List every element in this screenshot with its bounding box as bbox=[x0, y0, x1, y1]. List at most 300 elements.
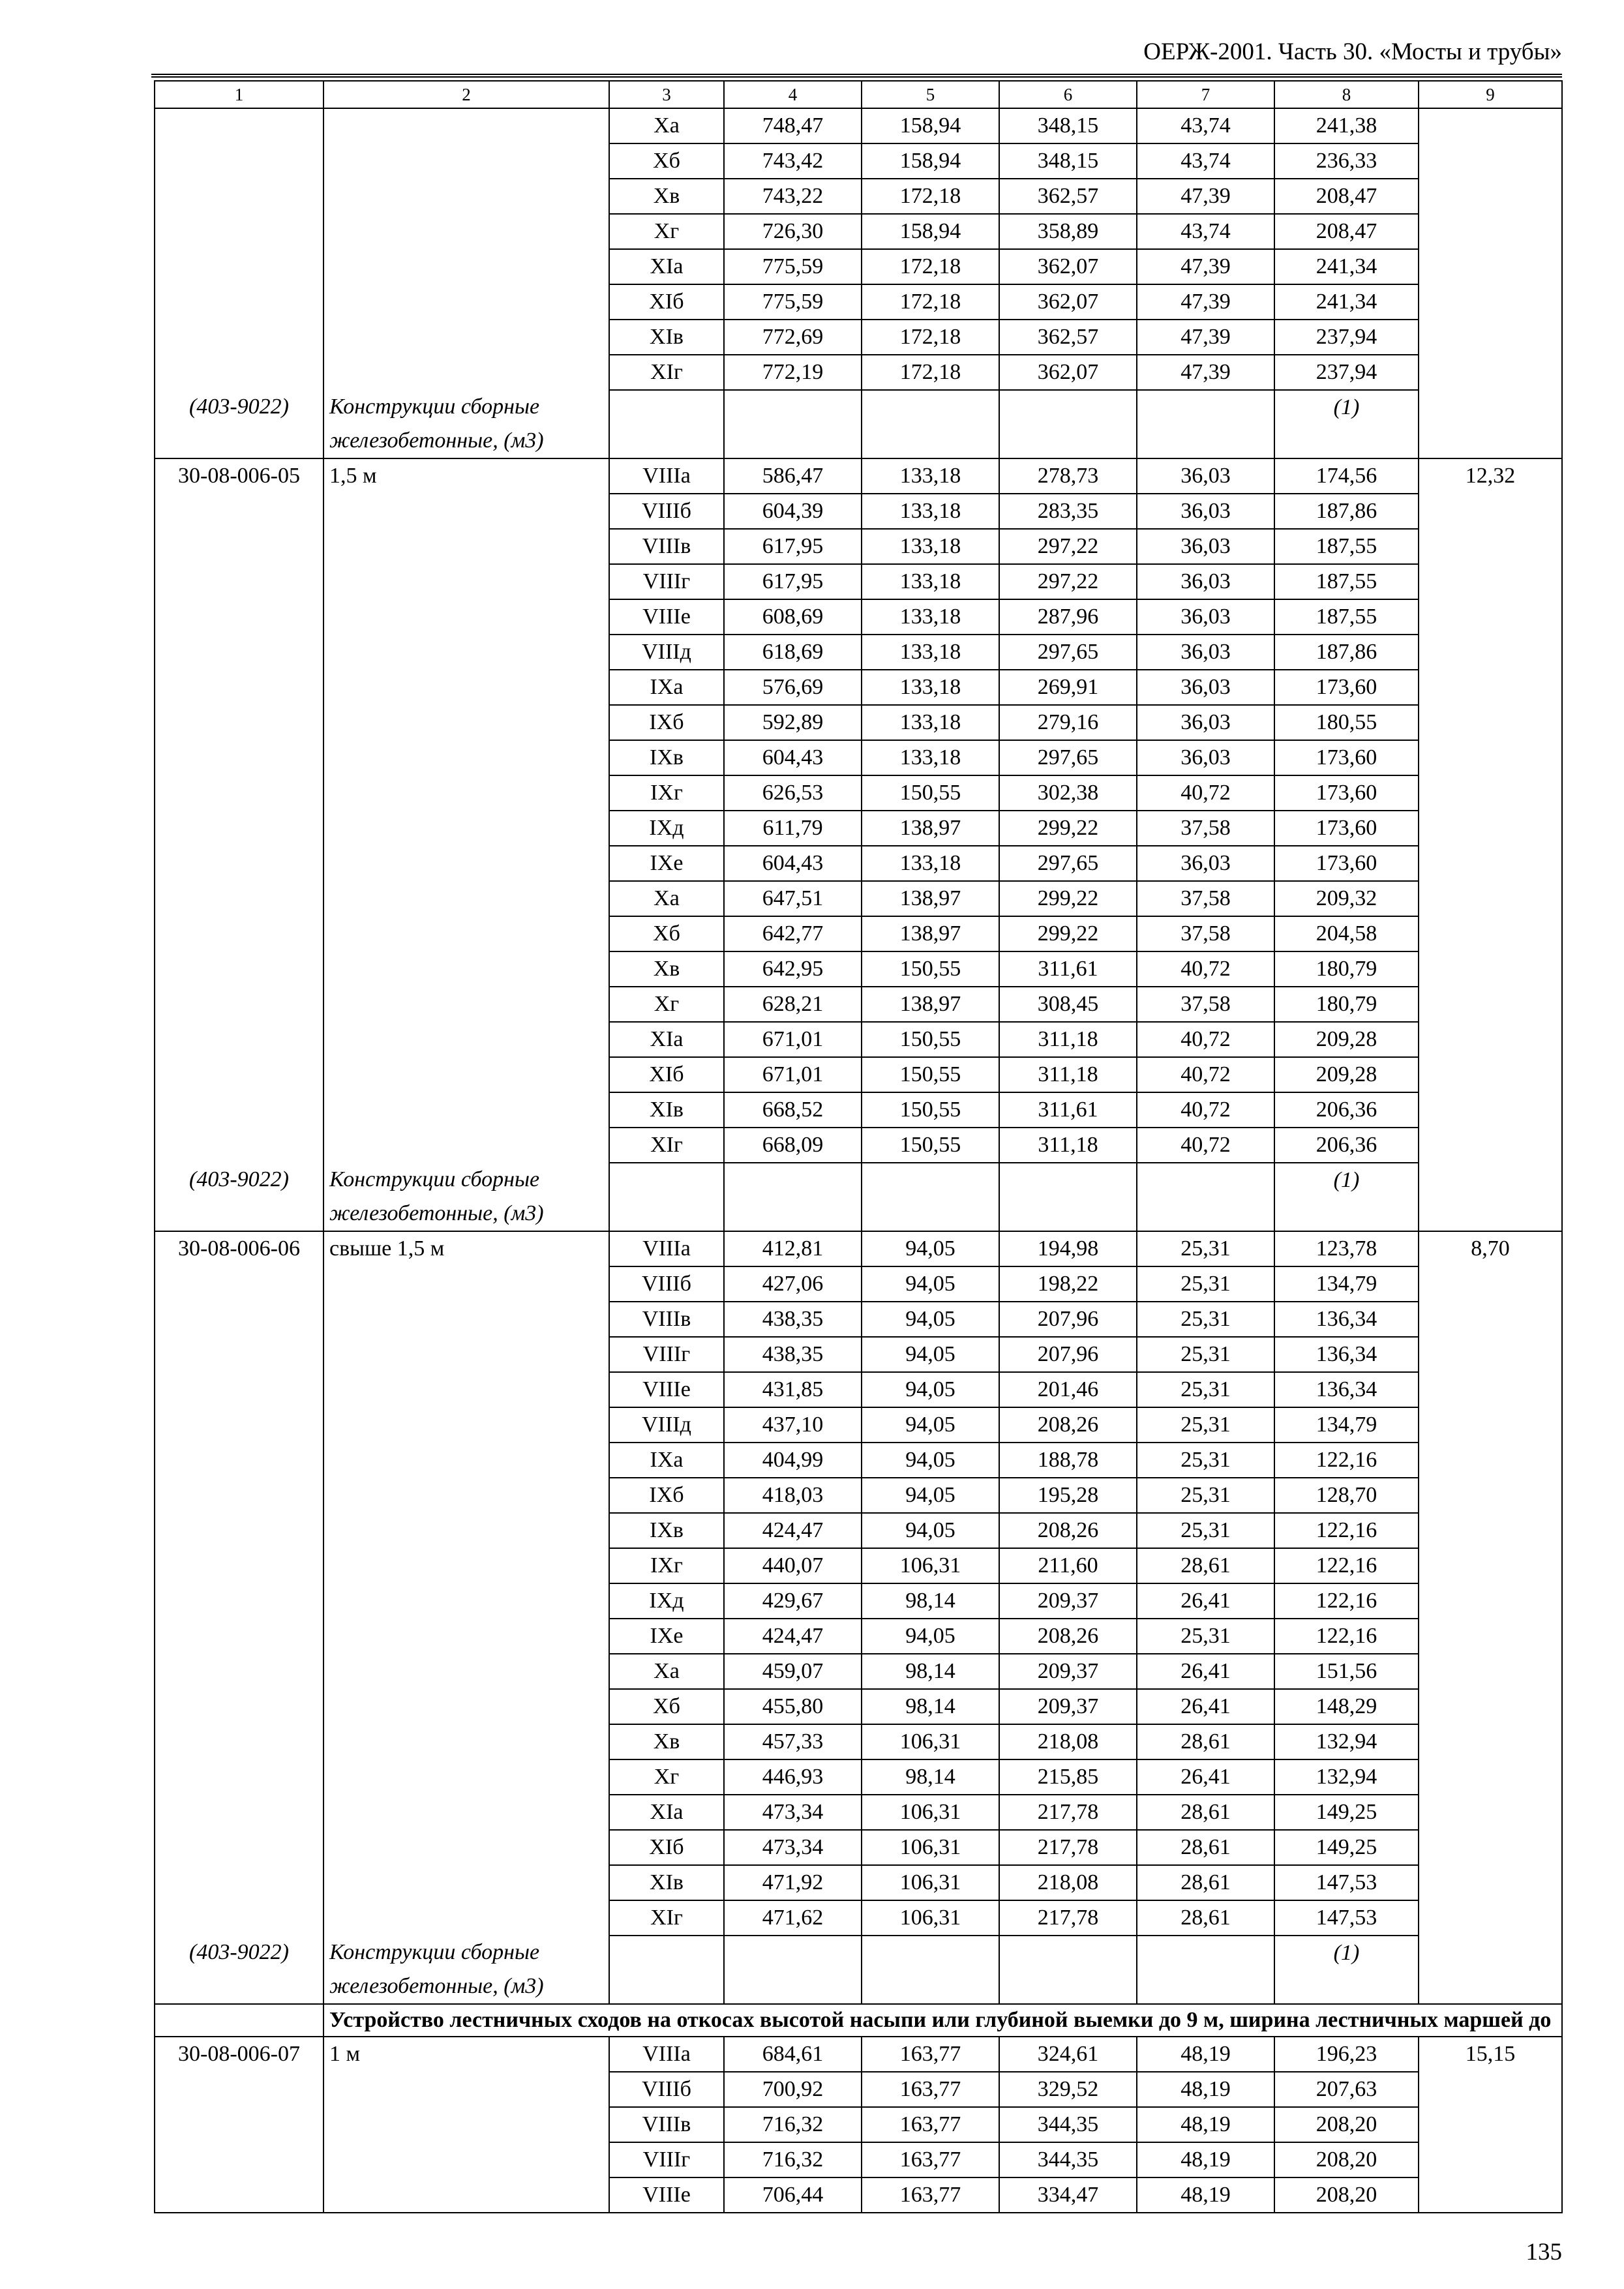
table-cell: 743,22 bbox=[724, 179, 862, 214]
col9-value bbox=[1419, 1443, 1562, 1478]
rate-code bbox=[155, 1022, 323, 1057]
rate-code bbox=[155, 1128, 323, 1163]
table-cell: 287,96 bbox=[999, 599, 1137, 635]
rate-code bbox=[155, 705, 323, 740]
table-cell: 706,44 bbox=[724, 2177, 862, 2213]
column-number: 6 bbox=[999, 81, 1137, 108]
empty-cell bbox=[1137, 390, 1274, 458]
table-row bbox=[155, 564, 1562, 599]
work-name bbox=[323, 2177, 609, 2213]
table-cell: 195,28 bbox=[999, 1478, 1137, 1513]
work-name bbox=[323, 1266, 609, 1302]
table-cell: 187,55 bbox=[1274, 564, 1419, 599]
table-cell: 25,31 bbox=[1137, 1478, 1274, 1513]
table-cell: 147,53 bbox=[1274, 1865, 1419, 1900]
table-cell: 106,31 bbox=[862, 1830, 999, 1865]
table-cell: 133,18 bbox=[862, 846, 999, 881]
work-name bbox=[323, 1407, 609, 1443]
table-cell: 43,74 bbox=[1137, 214, 1274, 249]
rate-code bbox=[155, 2107, 323, 2142]
work-name bbox=[323, 881, 609, 916]
col9-value bbox=[1419, 1092, 1562, 1128]
col9-value bbox=[1419, 635, 1562, 670]
table-cell: 40,72 bbox=[1137, 1128, 1274, 1163]
table-cell: 611,79 bbox=[724, 811, 862, 846]
table-cell: 122,16 bbox=[1274, 1619, 1419, 1654]
column-number: 4 bbox=[724, 81, 862, 108]
table-cell: 618,69 bbox=[724, 635, 862, 670]
table-cell: 48,19 bbox=[1137, 2107, 1274, 2142]
rate-code bbox=[155, 599, 323, 635]
table-cell: 25,31 bbox=[1137, 1513, 1274, 1548]
table-cell: Xг bbox=[609, 1759, 724, 1795]
table-cell: 132,94 bbox=[1274, 1724, 1419, 1759]
table-cell: 149,25 bbox=[1274, 1795, 1419, 1830]
table-cell: 237,94 bbox=[1274, 320, 1419, 355]
work-name bbox=[323, 1830, 609, 1865]
table-cell: 94,05 bbox=[862, 1407, 999, 1443]
table-cell: 28,61 bbox=[1137, 1865, 1274, 1900]
column-number: 1 bbox=[155, 81, 323, 108]
column-number: 5 bbox=[862, 81, 999, 108]
table-cell: XIв bbox=[609, 1092, 724, 1128]
empty-cell bbox=[724, 1936, 862, 2004]
col9-value bbox=[1419, 775, 1562, 811]
table-cell: 311,18 bbox=[999, 1057, 1137, 1092]
table-cell: 576,69 bbox=[724, 670, 862, 705]
table-cell: 209,37 bbox=[999, 1689, 1137, 1724]
table-cell: 134,79 bbox=[1274, 1266, 1419, 1302]
work-name bbox=[323, 846, 609, 881]
table-cell: XIв bbox=[609, 1865, 724, 1900]
work-name bbox=[323, 249, 609, 284]
table-cell: 158,94 bbox=[862, 214, 999, 249]
rate-code bbox=[155, 1407, 323, 1443]
table-cell: Xа bbox=[609, 108, 724, 143]
table-cell: 163,77 bbox=[862, 2037, 999, 2072]
material-name: Конструкции сборные железобетонные, (м3) bbox=[323, 1163, 609, 1231]
table-cell: 106,31 bbox=[862, 1724, 999, 1759]
table-cell: 47,39 bbox=[1137, 249, 1274, 284]
col9-value bbox=[1419, 249, 1562, 284]
table-cell: 201,46 bbox=[999, 1372, 1137, 1407]
table-cell: 209,32 bbox=[1274, 881, 1419, 916]
work-name bbox=[323, 214, 609, 249]
table-cell: 207,96 bbox=[999, 1337, 1137, 1372]
work-name bbox=[323, 143, 609, 179]
table-row bbox=[155, 811, 1562, 846]
table-cell: 208,26 bbox=[999, 1619, 1137, 1654]
rate-code bbox=[155, 2177, 323, 2213]
table-cell: 437,10 bbox=[724, 1407, 862, 1443]
table-cell: Xв bbox=[609, 951, 724, 987]
work-name bbox=[323, 284, 609, 320]
col9-value bbox=[1419, 987, 1562, 1022]
col9-value bbox=[1419, 529, 1562, 564]
table-cell: 209,37 bbox=[999, 1583, 1137, 1619]
material-name: Конструкции сборные железобетонные, (м3) bbox=[323, 1936, 609, 2004]
table-cell: 299,22 bbox=[999, 916, 1137, 951]
work-name: 1,5 м bbox=[323, 458, 609, 494]
table-cell: 358,89 bbox=[999, 214, 1137, 249]
table-cell: VIIIв bbox=[609, 2107, 724, 2142]
table-row bbox=[155, 846, 1562, 881]
work-name bbox=[323, 1478, 609, 1513]
table-cell: 26,41 bbox=[1137, 1583, 1274, 1619]
table-cell: 628,21 bbox=[724, 987, 862, 1022]
col9-value bbox=[1419, 143, 1562, 179]
table-cell: 279,16 bbox=[999, 705, 1137, 740]
table-cell: 208,47 bbox=[1274, 214, 1419, 249]
table-cell: 418,03 bbox=[724, 1478, 862, 1513]
work-name bbox=[323, 355, 609, 390]
section-heading: Устройство лестничных сходов на откосах высотой насыпи или глубиной выемки до 9 м, ширина лестничных маршей до bbox=[323, 2004, 1562, 2037]
table-cell: 604,43 bbox=[724, 740, 862, 775]
table-row bbox=[155, 951, 1562, 987]
table-cell: 25,31 bbox=[1137, 1231, 1274, 1266]
table-cell: VIIIв bbox=[609, 529, 724, 564]
work-name bbox=[323, 1865, 609, 1900]
col9-value bbox=[1419, 2142, 1562, 2177]
rate-code bbox=[155, 1266, 323, 1302]
table-cell: 743,42 bbox=[724, 143, 862, 179]
work-name bbox=[323, 179, 609, 214]
rate-code bbox=[155, 1689, 323, 1724]
table-cell: Xб bbox=[609, 143, 724, 179]
table-row bbox=[155, 1654, 1562, 1689]
table-cell: 217,78 bbox=[999, 1900, 1137, 1936]
rate-code bbox=[155, 1302, 323, 1337]
rate-code bbox=[155, 1092, 323, 1128]
work-name bbox=[323, 1092, 609, 1128]
table-cell: XIа bbox=[609, 1795, 724, 1830]
col9-value bbox=[1419, 564, 1562, 599]
rates-table-body bbox=[155, 81, 1562, 2213]
table-cell: 133,18 bbox=[862, 635, 999, 670]
table-cell: 173,60 bbox=[1274, 775, 1419, 811]
table-cell: 150,55 bbox=[862, 951, 999, 987]
table-row bbox=[155, 1266, 1562, 1302]
table-cell: 40,72 bbox=[1137, 1022, 1274, 1057]
rate-code: 30-08-006-06 bbox=[155, 1231, 323, 1266]
table-cell: VIIIв bbox=[609, 1302, 724, 1337]
work-name bbox=[323, 320, 609, 355]
table-cell: 28,61 bbox=[1137, 1548, 1274, 1583]
table-row bbox=[155, 1900, 1562, 1936]
table-row bbox=[155, 320, 1562, 355]
table-cell: 173,60 bbox=[1274, 811, 1419, 846]
work-name bbox=[323, 1022, 609, 1057]
table-cell: 194,98 bbox=[999, 1231, 1137, 1266]
table-cell: VIIIе bbox=[609, 1372, 724, 1407]
table-cell: 362,07 bbox=[999, 284, 1137, 320]
table-cell: 147,53 bbox=[1274, 1900, 1419, 1936]
col9-value bbox=[1419, 670, 1562, 705]
table-cell: 457,33 bbox=[724, 1724, 862, 1759]
table-cell: 218,08 bbox=[999, 1724, 1137, 1759]
table-cell: 94,05 bbox=[862, 1266, 999, 1302]
table-cell: 297,65 bbox=[999, 846, 1137, 881]
table-cell: 207,96 bbox=[999, 1302, 1137, 1337]
table-row bbox=[155, 1830, 1562, 1865]
col9-value bbox=[1419, 108, 1562, 143]
table-cell: 671,01 bbox=[724, 1057, 862, 1092]
table-cell: 150,55 bbox=[862, 1128, 999, 1163]
table-cell: 158,94 bbox=[862, 143, 999, 179]
rate-code bbox=[155, 775, 323, 811]
table-cell: 206,36 bbox=[1274, 1092, 1419, 1128]
rate-code bbox=[155, 143, 323, 179]
table-cell: 150,55 bbox=[862, 1092, 999, 1128]
material-code: (403-9022) bbox=[155, 390, 323, 458]
table-cell: 180,79 bbox=[1274, 987, 1419, 1022]
work-name bbox=[323, 564, 609, 599]
col9-value bbox=[1419, 284, 1562, 320]
table-cell: IXа bbox=[609, 1443, 724, 1478]
material-row bbox=[155, 390, 1562, 458]
empty-cell bbox=[155, 2004, 323, 2037]
table-row bbox=[155, 1478, 1562, 1513]
table-cell: Xб bbox=[609, 1689, 724, 1724]
table-cell: 218,08 bbox=[999, 1865, 1137, 1900]
empty-cell bbox=[1137, 1163, 1274, 1231]
rate-code bbox=[155, 108, 323, 143]
table-cell: 173,60 bbox=[1274, 740, 1419, 775]
table-cell: 148,29 bbox=[1274, 1689, 1419, 1724]
table-cell: VIIIб bbox=[609, 1266, 724, 1302]
work-name bbox=[323, 1128, 609, 1163]
table-cell: 94,05 bbox=[862, 1619, 999, 1654]
table-cell: 40,72 bbox=[1137, 1092, 1274, 1128]
table-cell: 209,28 bbox=[1274, 1022, 1419, 1057]
table-row bbox=[155, 599, 1562, 635]
table-cell: XIб bbox=[609, 1830, 724, 1865]
col9-value bbox=[1419, 1619, 1562, 1654]
work-name bbox=[323, 811, 609, 846]
col9-value bbox=[1419, 1302, 1562, 1337]
table-cell: 334,47 bbox=[999, 2177, 1137, 2213]
table-cell: 642,95 bbox=[724, 951, 862, 987]
work-name bbox=[323, 1583, 609, 1619]
table-row bbox=[155, 1583, 1562, 1619]
table-cell: 716,32 bbox=[724, 2142, 862, 2177]
rate-code bbox=[155, 1830, 323, 1865]
table-cell: 40,72 bbox=[1137, 1057, 1274, 1092]
table-cell: 138,97 bbox=[862, 987, 999, 1022]
table-cell: 172,18 bbox=[862, 249, 999, 284]
table-row bbox=[155, 1407, 1562, 1443]
table-cell: XIг bbox=[609, 1900, 724, 1936]
table-cell: 98,14 bbox=[862, 1759, 999, 1795]
table-cell: 25,31 bbox=[1137, 1619, 1274, 1654]
work-name bbox=[323, 1337, 609, 1372]
table-cell: 671,01 bbox=[724, 1022, 862, 1057]
table-cell: Xв bbox=[609, 179, 724, 214]
table-cell: 28,61 bbox=[1137, 1795, 1274, 1830]
table-cell: 429,67 bbox=[724, 1583, 862, 1619]
table-cell: 98,14 bbox=[862, 1689, 999, 1724]
col9-value bbox=[1419, 951, 1562, 987]
table-cell: 188,78 bbox=[999, 1443, 1137, 1478]
table-row bbox=[155, 1337, 1562, 1372]
table-cell: 28,61 bbox=[1137, 1900, 1274, 1936]
work-name bbox=[323, 670, 609, 705]
table-cell: 208,20 bbox=[1274, 2107, 1419, 2142]
table-row bbox=[155, 249, 1562, 284]
work-name bbox=[323, 494, 609, 529]
work-name bbox=[323, 916, 609, 951]
work-name bbox=[323, 1443, 609, 1478]
table-cell: 94,05 bbox=[862, 1337, 999, 1372]
rate-code bbox=[155, 355, 323, 390]
table-cell: 163,77 bbox=[862, 2177, 999, 2213]
table-row bbox=[155, 2072, 1562, 2107]
empty-cell bbox=[999, 1163, 1137, 1231]
material-row bbox=[155, 1163, 1562, 1231]
table-cell: 241,34 bbox=[1274, 284, 1419, 320]
table-cell: 217,78 bbox=[999, 1830, 1137, 1865]
table-cell: 94,05 bbox=[862, 1513, 999, 1548]
table-cell: IXе bbox=[609, 1619, 724, 1654]
table-row bbox=[155, 1372, 1562, 1407]
table-cell: 424,47 bbox=[724, 1513, 862, 1548]
table-cell: 215,85 bbox=[999, 1759, 1137, 1795]
col9-value bbox=[1419, 1266, 1562, 1302]
table-cell: 299,22 bbox=[999, 811, 1137, 846]
table-row bbox=[155, 284, 1562, 320]
table-cell: 187,86 bbox=[1274, 635, 1419, 670]
work-name bbox=[323, 775, 609, 811]
rate-code bbox=[155, 1795, 323, 1830]
table-cell: 43,74 bbox=[1137, 143, 1274, 179]
table-cell: 151,56 bbox=[1274, 1654, 1419, 1689]
table-row bbox=[155, 2142, 1562, 2177]
table-cell: 48,19 bbox=[1137, 2037, 1274, 2072]
table-cell: 172,18 bbox=[862, 179, 999, 214]
table-cell: 311,61 bbox=[999, 951, 1137, 987]
table-row bbox=[155, 494, 1562, 529]
col9-value bbox=[1419, 1724, 1562, 1759]
table-row bbox=[155, 881, 1562, 916]
col9-value bbox=[1419, 881, 1562, 916]
table-cell: 94,05 bbox=[862, 1302, 999, 1337]
table-row bbox=[155, 740, 1562, 775]
material-count: (1) bbox=[1274, 390, 1419, 458]
rate-code bbox=[155, 670, 323, 705]
table-cell: 668,52 bbox=[724, 1092, 862, 1128]
table-cell: 198,22 bbox=[999, 1266, 1137, 1302]
col9-value bbox=[1419, 1022, 1562, 1057]
table-cell: 455,80 bbox=[724, 1689, 862, 1724]
table-cell: 36,03 bbox=[1137, 599, 1274, 635]
rate-code bbox=[155, 1619, 323, 1654]
table-cell: IXд bbox=[609, 1583, 724, 1619]
table-cell: 94,05 bbox=[862, 1372, 999, 1407]
rate-code bbox=[155, 1372, 323, 1407]
table-cell: 94,05 bbox=[862, 1443, 999, 1478]
empty-cell bbox=[1419, 1936, 1562, 2004]
work-name bbox=[323, 599, 609, 635]
table-cell: 208,26 bbox=[999, 1407, 1137, 1443]
table-row bbox=[155, 1443, 1562, 1478]
rate-code: 30-08-006-05 bbox=[155, 458, 323, 494]
table-cell: 128,70 bbox=[1274, 1478, 1419, 1513]
table-cell: 278,73 bbox=[999, 458, 1137, 494]
table-cell: 311,61 bbox=[999, 1092, 1137, 1128]
rate-code bbox=[155, 1583, 323, 1619]
table-cell: 133,18 bbox=[862, 740, 999, 775]
col9-value: 12,32 bbox=[1419, 458, 1562, 494]
table-cell: VIIIг bbox=[609, 2142, 724, 2177]
rate-code bbox=[155, 951, 323, 987]
table-cell: 138,97 bbox=[862, 881, 999, 916]
table-cell: 25,31 bbox=[1137, 1337, 1274, 1372]
work-name bbox=[323, 1057, 609, 1092]
col9-value bbox=[1419, 214, 1562, 249]
table-cell: 446,93 bbox=[724, 1759, 862, 1795]
table-row bbox=[155, 775, 1562, 811]
table-cell: 47,39 bbox=[1137, 355, 1274, 390]
table-cell: 98,14 bbox=[862, 1583, 999, 1619]
col9-value bbox=[1419, 1372, 1562, 1407]
table-row bbox=[155, 1231, 1562, 1266]
table-cell: VIIIб bbox=[609, 2072, 724, 2107]
empty-cell bbox=[724, 1163, 862, 1231]
rate-code bbox=[155, 635, 323, 670]
table-cell: 136,34 bbox=[1274, 1372, 1419, 1407]
empty-cell bbox=[609, 390, 724, 458]
table-cell: 362,07 bbox=[999, 249, 1137, 284]
table-cell: 173,60 bbox=[1274, 670, 1419, 705]
work-name bbox=[323, 1900, 609, 1936]
table-cell: 106,31 bbox=[862, 1548, 999, 1583]
table-cell: 28,61 bbox=[1137, 1830, 1274, 1865]
table-cell: 172,18 bbox=[862, 320, 999, 355]
col9-value: 15,15 bbox=[1419, 2037, 1562, 2072]
table-cell: 297,22 bbox=[999, 529, 1137, 564]
table-cell: 138,97 bbox=[862, 916, 999, 951]
work-name bbox=[323, 2072, 609, 2107]
table-cell: 297,65 bbox=[999, 635, 1137, 670]
work-name bbox=[323, 2107, 609, 2142]
table-cell: 150,55 bbox=[862, 1022, 999, 1057]
col9-value bbox=[1419, 1057, 1562, 1092]
table-row bbox=[155, 635, 1562, 670]
table-cell: VIIIе bbox=[609, 2177, 724, 2213]
table-cell: 772,69 bbox=[724, 320, 862, 355]
col9-value bbox=[1419, 494, 1562, 529]
rate-code bbox=[155, 846, 323, 881]
table-cell: 123,78 bbox=[1274, 1231, 1419, 1266]
table-cell: 412,81 bbox=[724, 1231, 862, 1266]
table-cell: 25,31 bbox=[1137, 1266, 1274, 1302]
table-cell: 311,18 bbox=[999, 1022, 1137, 1057]
rate-code bbox=[155, 1478, 323, 1513]
table-cell: 134,79 bbox=[1274, 1407, 1419, 1443]
table-cell: 25,31 bbox=[1137, 1407, 1274, 1443]
table-cell: 40,72 bbox=[1137, 775, 1274, 811]
table-cell: 208,20 bbox=[1274, 2142, 1419, 2177]
table-row bbox=[155, 1865, 1562, 1900]
work-name: 1 м bbox=[323, 2037, 609, 2072]
table-cell: 700,92 bbox=[724, 2072, 862, 2107]
table-cell: XIб bbox=[609, 1057, 724, 1092]
table-cell: 26,41 bbox=[1137, 1759, 1274, 1795]
col9-value bbox=[1419, 1795, 1562, 1830]
column-number: 8 bbox=[1274, 81, 1419, 108]
col9-value bbox=[1419, 2177, 1562, 2213]
table-cell: 299,22 bbox=[999, 881, 1137, 916]
